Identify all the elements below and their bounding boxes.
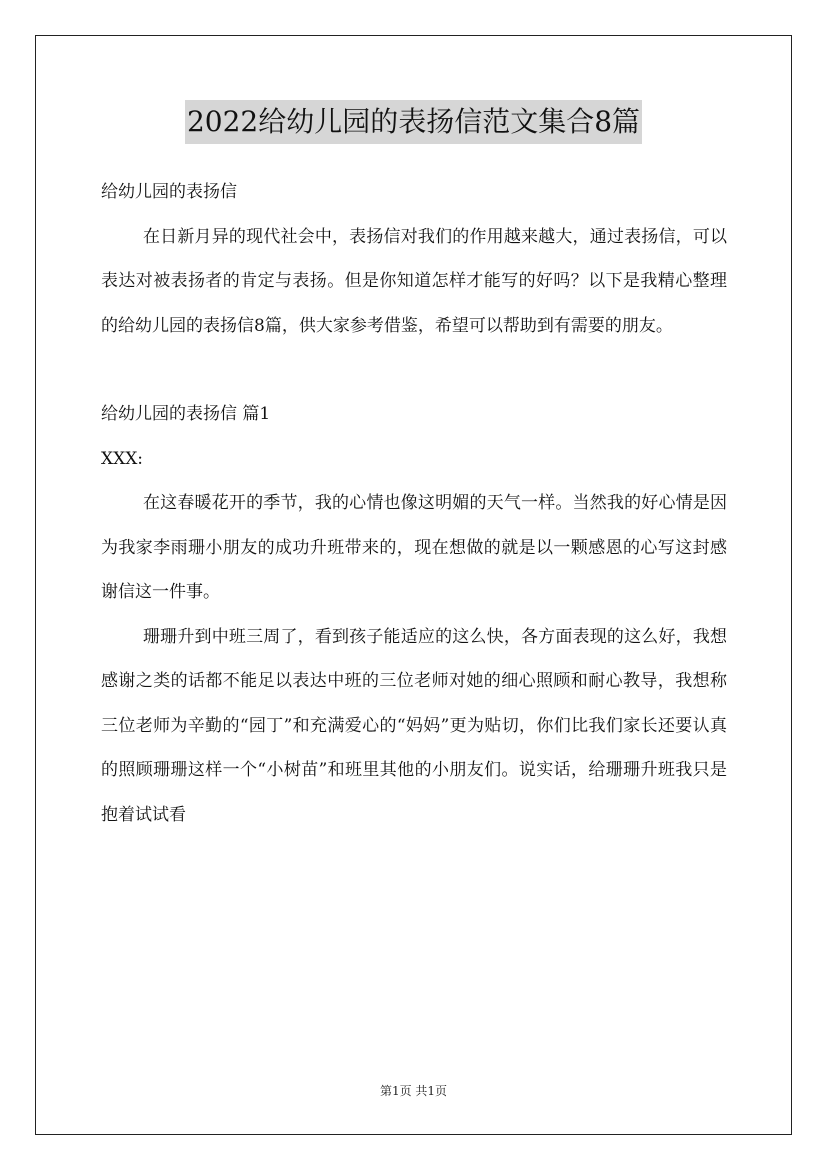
page-footer: 第1页 共1页 (379, 1084, 448, 1098)
body-paragraph: 在这春暖花开的季节，我的心情也像这明媚的天气一样。当然我的好心情是因为我家李雨珊小朋友的成功升班带来的，现在想做的就是以一颗感恩的心写这封感谢信这一件事。 (101, 493, 727, 602)
body-paragraph: 珊珊升到中班三周了，看到孩子能适应的这么快，各方面表现的这么好，我想感谢之类的话都不能足以表达中班的三位老师对她的细心照顾和耐心教导，我想称三位老师为辛勤的“园丁”和充满爱心的“妈妈”更为贴切，你们比我们家长还要认真的照顾珊珊这样一个“小树苗”和班里其他的小朋友们。说实话，给珊珊升班我只是抱着试试看 (101, 626, 727, 825)
title-wrapper (0, 100, 827, 144)
document-body (101, 170, 727, 837)
salutation: XXX: (101, 448, 144, 469)
intro-paragraph: 在日新月异的现代社会中，表扬信对我们的作用越来越大，通过表扬信，可以表达对被表扬者的肯定与表扬。但是你知道怎样才能写的好吗？以下是我精心整理的给幼儿园的表扬信8篇，供大家参考借鉴，希望可以帮助到有需要的朋友。 (101, 226, 727, 336)
section-heading: 给幼儿园的表扬信 (101, 182, 237, 202)
letter-heading: 给幼儿园的表扬信 篇1 (101, 404, 271, 424)
document-title: 2022给幼儿园的表扬信范文集合8篇 (185, 100, 642, 144)
blank-line (101, 348, 727, 392)
